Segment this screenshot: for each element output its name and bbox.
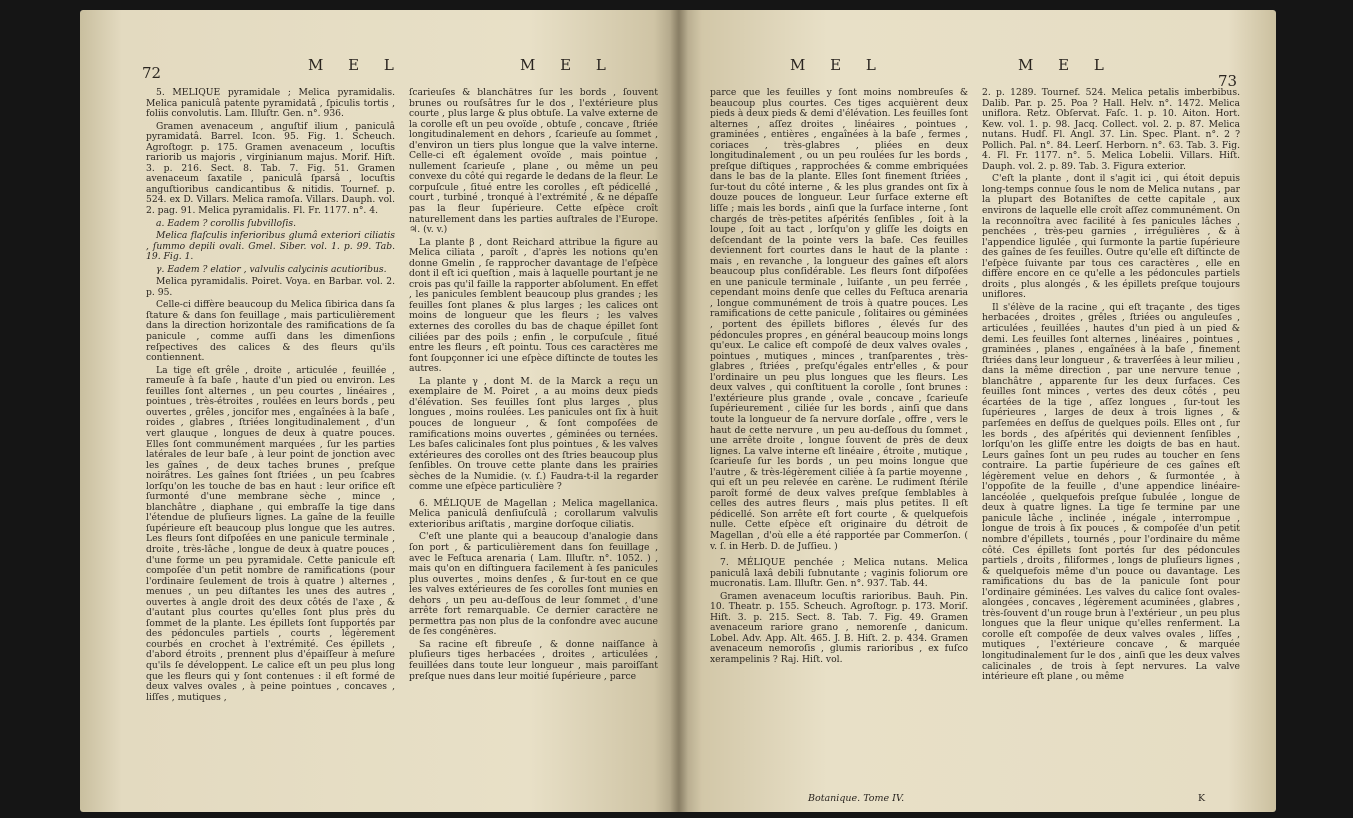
- paragraph: Sa racine eſt fibreuſe , & donne naiſſance à pluſieurs tiges herbacées , droites , articulées , feuillées dans toute leur longueur , mais paroiſſant preſque nues dans leur moitié ſupérieure , parce: [409, 638, 658, 682]
- paragraph: a. Eadem ? corollis ſubvilloſis.: [156, 217, 297, 229]
- paragraph: 6. MÉLIQUE de Magellan ; Melica magellanica. Melica paniculâ denſiuſculâ ; corollarum valvulis exterioribus ariſtatis , margine dorſoque ciliatis.: [409, 497, 658, 530]
- paragraph: parce que les feuilles y ſont moins nombreuſes & beaucoup plus courtes. Ces tiges acquièrent deux pieds à deux pieds & demi d'élévation. Les feuilles ſont alternes , aſſez droites , linéaires , pointues , graminées , entières , engaînées à la baſe , fermes , coriaces , très-glabres , pliées en deux longitudinalement , ou un peu roulées ſur les bords , preſque diſtiques , rapprochées & comme embriquées dans le bas de la plante. Elles ſont finement ſtriées , ſur-tout du côté interne , & les plus grandes ont ſix à douze pouces de longueur. Leur ſurface externe eſt liſſe ; mais les bords , ainſi que la ſurface interne , ſont chargés de très-petites aſpérités ſenſibles , ſoit à la loupe , ſoit au tact , lorſqu'on y gliſſe les doigts en deſcendant de la pointe vers la baſe. Ces feuilles deviennent fort courtes dans le haut de la plante : mais , en revanche , la longueur des gaînes eſt alors beaucoup plus conſidérable. Les fleurs ſont diſpoſées en une panicule terminale , luiſante , un peu ferrée , cependant moins denſe que celles du Feſtuca arenaria , longue communément de trois à quatre pouces. Les ramifications de cette panicule , ſolitaires ou géminées , portent des épillets biflores , élevés ſur des pédoncules propres , en général beaucoup moins longs qu'eux. Le calice eſt compoſé de deux valves ovales , pointues , mutiques , minces , tranſparentes , très-glabres , ſtriées , preſqu'égales entr'elles , & pour l'ordinaire un peu plus longues que les fleurs. Les deux valves , qui conſtituent la corolle , ſont brunes : l'extérieure plus grande , ovale , concave , ſcarieuſe ſupérieurement , ciliée ſur les bords , ainſi que dans toute la longueur de ſa nervure dorſale , offre , vers le haut de cette nervure , un peu au-deſſous du ſommet , une arrête droite , longue ſouvent de près de deux lignes. La valve interne eſt linéaire , étroite , mutique , ſcarieuſe ſur les bords , un peu moins longue que l'autre , & très-légèrement ciliée à ſa partie moyenne , qui eſt un peu relevée en carène. Le rudiment ſtérile paroît formé de deux valves preſque ſemblables à celles des autres fleurs , mais plus petites. Il eſt pédicellé. Son arrête eſt fort courte , & quelquefois nulle. Cette eſpèce eſt originaire du détroit de Magellan , d'où elle a été rapportée par Commerſon. ( v. ſ. in Herb. D. de Juſſieu. ): [710, 88, 968, 552]
- gathering-letter: K: [1198, 793, 1206, 804]
- paragraph: 5. MÉLIQUE pyramidale ; Melica pyramidalis. Melica paniculâ patente pyramidatâ , ſpiculis tortis , foliis convolutis. Lam. Illuſtr. Gen. n°. 936.: [146, 88, 395, 120]
- signature-mark: Botanique. Tome IV.: [808, 793, 905, 804]
- open-book: [80, 10, 1276, 812]
- right-column-1: [710, 88, 968, 782]
- paragraph: C'eſt la plante , dont il s'agit ici , qui étoit depuis long-temps connue ſous le nom de Melica nutans , par la plupart des Botaniſtes de cette capitale , aux environs de laquelle elle croît aſſez communément. On la reconnoîtra avec facilité à ſes panicules lâches , penchées , très-peu garnies , irrégulières , & à l'appendice ligulée , qui ſurmonte la partie ſupérieure des gaînes de ſes feuilles. Outre qu'elle eſt diſtincte de l'eſpèce ſuivante par tous ces caractères , elle en diffère encore en ce qu'elle a les pédoncules partiels droits , plus alongés , & les épillets preſque toujours uniflores.: [982, 173, 1240, 301]
- left-column-1: [146, 88, 395, 800]
- paragraph: 7. MÉLIQUE penchée ; Melica nutans. Melica paniculâ laxâ debili ſubnutante ; vaginis foliorum ore mucronatis. Lam. Illuſtr. Gen. n°. 937. Tab. 44.: [710, 557, 968, 590]
- right-running-head-left: M E L: [790, 56, 886, 74]
- paragraph: La plante γ , dont M. de la Marck a reçu un exemplaire de M. Poiret , a au moins deux pieds d'élévation. Ses feuilles ſont plus larges , plus longues , moins roulées. Les panicules ont ſix à huit pouces de longueur , & ſont compoſées de ramifications moins ouvertes , géminées ou ternées. Les baſes calicinales ſont plus pointues , & les valves extérieures des corolles ont des ſtries beaucoup plus ſenſibles. On trouve cette plante dans les prairies sèches de la Numidie. (v. ſ.) Faudra-t-il la regarder comme une eſpèce particulière ?: [409, 375, 658, 493]
- paragraph: Gramen avenaceum locuſtis rarioribus. Bauh. Pin. 10. Theatr. p. 155. Scheuch. Agroſtogr. p. 173. Moriſ. Hiſt. 3. p. 215. Sect. 8. Tab. 7. Fig. 49. Gramen avenaceum rariore grano , nemorenſe , danicum. Lobel. Adv. App. Alt. 465. J. B. Hiſt. 2. p. 434. Gramen avenaceum nemoroſis , glumis rarioribus , ex fuſco xerampelinis ? Raj. Hiſt. vol.: [710, 590, 968, 665]
- paragraph: Celle-ci diffère beaucoup du Melica ſibirica dans ſa ſtature & dans ſon feuillage , mais particulièrement dans la direction horizontale des ramifications de ſa panicule , comme auſſi dans les dimenſions reſpectives des calices & des fleurs qu'ils contiennent.: [146, 299, 395, 364]
- left-page-number: 72: [142, 64, 162, 82]
- left-running-head: M E L: [308, 56, 404, 74]
- left-page: [80, 10, 678, 812]
- paragraph: Melica pyramidalis. Poiret. Voya. en Barbar. vol. 2. p. 95.: [146, 276, 395, 298]
- paragraph: Melica flaſculis inferioribus glumâ exteriori ciliatis , ſummo depili ovali. Gmel. Siber. vol. 1. p. 99. Tab. 19. Fig. 1.: [146, 230, 395, 263]
- right-column-2: [982, 88, 1240, 782]
- paragraph: La tige eſt grêle , droite , articulée , feuillée , rameuſe à ſa baſe , haute d'un pied ou environ. Les feuilles ſont alternes , un peu courtes , linéaires , pointues , très-étroites , roulées en leurs bords , peu ouvertes , grêles , joncifor mes , engaînées à la baſe , roides , glabres , ſtriées longitudinalement , d'un vert glauque , longues de deux à quatre pouces. Elles ſont communément marquées , ſur les parties latérales de leur baſe , à leur point de jonction avec les gaînes , de deux taches brunes , preſque noirâtres. Les gaînes ſont ſtriées , un peu ſcabres lorſqu'on les touche de bas en haut : leur orifice eſt ſurmonté d'une membrane sèche , mince , blanchâtre , diaphane , qui embraſſe la tige dans l'étendue de pluſieurs lignes. La gaîne de la feuille ſupérieure eſt beaucoup plus longue que les autres. Les fleurs ſont diſpoſées en une panicule terminale , droite , très-lâche , longue de deux à quatre pouces , d'une forme un peu pyramidale. Cette panicule eſt compoſée d'un petit nombre de ramifications (pour l'ordinaire ſeulement de trois à quatre ) alternes , menues , un peu diſtantes les unes des autres , ouvertes à angle droit des deux côtés de l'axe , & d'autant plus courtes qu'elles ſont plus près du ſommet de la plante. Les épillets ſont ſupportés par des pédoncules partiels , courts , légèrement courbés en crochet à l'extrémité. Ces épillets , d'abord étroits , prennent plus d'épaiſſeur à meſure qu'ils ſe développent. Le calice eſt un peu plus long que les fleurs qui y ſont contenues : il eſt formé de deux valves ovales , à peine pointues , concaves , liſſes , mutiques ,: [146, 364, 395, 703]
- paragraph: C'eſt une plante qui a beaucoup d'analogie dans ſon port , & particulièrement dans ſon feuillage , avec le Feſtuca arenaria ( Lam. Illuſtr. n°. 1052. ) , mais qu'on en diſtinguera facilement à ſes panicules plus ouvertes , moins denſes , & ſur-tout en ce que les valves extérieures de ſes corolles ſont munies en dehors , un peu au-deſſous de leur ſommet , d'une arrête fort remarquable. Ce dernier caractère ne permettra pas non plus de la confondre avec aucune de ſes congénères.: [409, 531, 658, 638]
- paragraph: ſcarieuſes & blanchâtres ſur les bords , ſouvent brunes ou rouſsâtres ſur le dos , l'extérieure plus courte , plus large & plus obtuſe. La valve externe de la corolle eſt un peu ovoïde , obtuſe , concave , ſtriée longitudinalement en dehors , ſcarieuſe au ſommet , d'environ un tiers plus longue que la valve interne. Celle-ci eſt également ovoïde , mais pointue , nullement ſcarieuſe , plane , ou même un peu convexe du côté qui regarde le dedans de la fleur. Le corpuſcule , ſitué entre les corolles , eſt pédicellé , court , turbiné , tronqué à l'extrémité , & ne dépaſſe pas la fleur ſupérieure. Cette eſpèce croît naturellement dans les parties auſtrales de l'Europe. ♃. (v. v.): [409, 88, 658, 236]
- right-page-number: 73: [1218, 72, 1238, 90]
- right-page: [678, 10, 1276, 812]
- left-column-2: [409, 88, 658, 800]
- paragraph: 2. p. 1289. Tournef. 524. Melica petalis imberbibus. Dalib. Par. p. 25. Poa ? Hall. Helv. n°. 1472. Melica uniflora. Retz. Obſervat. Faſc. 1. p. 10. Aiton. Hort. Kew. vol. 1. p. 98. Jacq. Collect. vol. 2. p. 87. Melica nutans. Hudſ. Fl. Angl. 37. Lin. Spec. Plant. n°. 2 ? Pollich. Pal. n°. 84. Leerſ. Herborn. n°. 63. Tab. 3. Fig. 4. Fl. Fr. 1177. n°. 5. Melica Lobelii. Villars. Hiſt. Dauph. vol. 2. p. 89. Tab. 3. Figura exterior.: [982, 88, 1240, 172]
- book-gutter: [670, 10, 688, 812]
- paragraph: Gramen avenaceum , anguſtif ilium , paniculâ pyramidatâ. Barrel. Icon. 95. Fig. 1. Scheuch. Agroſtogr. p. 175. Gramen avenaceum , locuſtis rariorib us majoris , virginianum majus. Morif. Hiſt. 3. p. 216. Sect. 8. Tab. 7. Fig. 51. Gramen avenaceum ſaxatile , paniculâ ſparsâ , locuſtis anguſtioribus candicantibus & nitidis. Tournef. p. 524. ex D. Villars. Melica ramoſa. Villars. Dauph. vol. 2. pag. 91. Melica pyramidalis. Fl. Fr. 1177. n°. 4.: [146, 120, 395, 217]
- paragraph: La plante β , dont Reichard attribue la figure au Melica ciliata , paroît , d'après les notions qu'en donne Gmelin , ſe rapprocher davantage de l'eſpèce dont il eſt ici queſtion , mais à laquelle pourtant je ne crois pas qu'il faille la rapporter abſolument. En effet , les panicules ſemblent beaucoup plus grandes ; les feuilles ſont planes & plus larges ; les calices ont moins de longueur que les fleurs ; les valves externes des corolles du bas de chaque épillet ſont ciliées par des poils ; enfin , le corpuſcule , ſitué entre les fleurs , eſt pointu. Tous ces caractères me font ſoupçonner ici une eſpèce diſtincte de toutes les autres.: [409, 236, 658, 375]
- paragraph: γ. Eadem ? elatior , valvulis calycinis acutioribus.: [156, 263, 387, 275]
- left-running-head-right: M E L: [520, 56, 616, 74]
- paragraph: Il s'élève de la racine , qui eſt traçante , des tiges herbacées , droites , grêles , ſtriées ou anguleuſes , articulées , feuillées , hautes d'un pied à un pied & demi. Les feuilles ſont alternes , linéaires , pointues , graminées , planes , engaînées à la baſe , finement ſtriées dans leur longueur , & traverſées à leur milieu , dans la même direction , par une nervure tenue , blanchâtre , apparente ſur les deux ſurfaces. Ces feuilles ſont minces , vertes des deux côtés , peu écartées de la tige , aſſez longues , ſur-tout les ſupérieures , larges de deux à trois lignes , & parſemées en deſſus de quelques poils. Elles ont , ſur les bords , des aſpérités qui deviennent ſenſibles , lorſqu'on les gliſſe entre les doigts de bas en haut. Leurs gaînes ſont un peu rudes au toucher en ſens contraire. La partie ſupérieure de ces gaînes eſt légèrement velue en dehors , & ſurmontée , à l'oppoſite de la feuille , d'une appendice linéaire-lancéolée , quelquefois preſque ſubulée , longue de deux à quatre lignes. La tige ſe termine par une panicule lâche , inclinée , inégale , interrompue , longue de trois à ſix pouces , & compoſée d'un petit nombre d'épillets , tournés , pour l'ordinaire du même côté. Ces épillets ſont portés ſur des pédoncules partiels , droits , filiformes , longs de pluſieurs lignes , & quelquefois même d'un pouce ou davantage. Les ramifications du bas de la panicule ſont pour l'ordinaire géminées. Les valves du calice ſont ovales-alongées , concaves , légèrement acuminées , glabres , très-ſouvent d'un rouge brun à l'extérieur , un peu plus longues que la fleur unique qu'elles renferment. La corolle eſt compoſée de deux valves ovales , liſſes , mutiques , l'extérieure concave , & marquée longitudinalement ſur le dos , ainſi que les deux valves calicinales , de trois à ſept nervures. La valve intérieure eſt plane , ou même: [982, 301, 1240, 683]
- right-running-head: M E L: [1018, 56, 1114, 74]
